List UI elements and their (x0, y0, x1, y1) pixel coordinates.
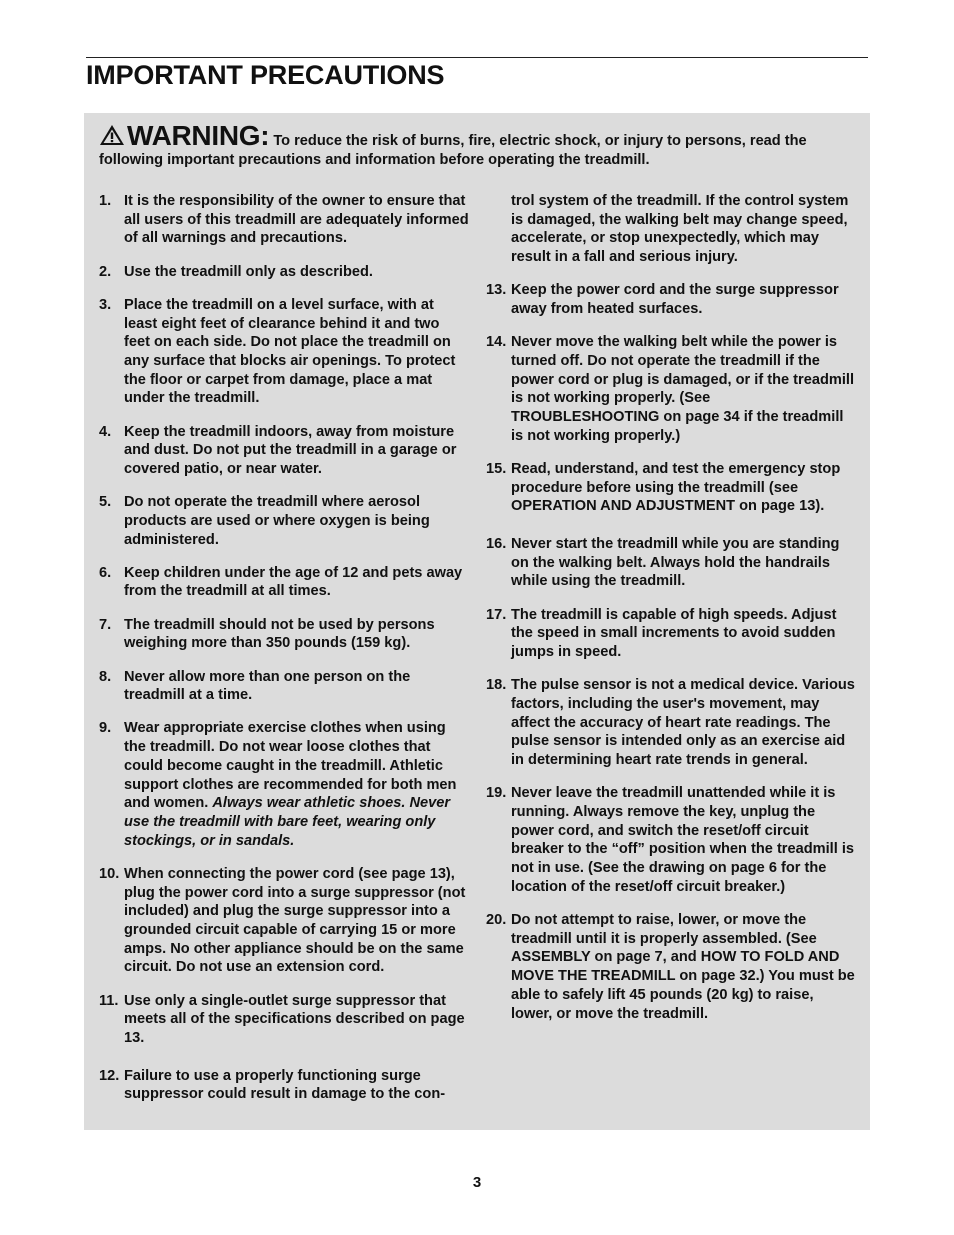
item-text: Use the treadmill only as described. (124, 263, 373, 280)
item-number: 17. (486, 606, 507, 623)
item-number: 19. (486, 785, 507, 802)
item-number: 10. (99, 865, 120, 882)
item-text: Wear appropriate exercise clothes when using the treadmill. Do not wear loose clothes that could become caught in the treadmill. Athletic support clothes are recommended for both men and women. (124, 720, 457, 812)
item-number: 12. (99, 1067, 120, 1084)
page-title: IMPORTANT PRECAUTIONS (86, 60, 445, 90)
item-text: Never move the walking belt while the power is turned off. Do not operate the treadmill if the power cord or plug is damaged, or if the treadmill is not working properly. (See TROUBLESHOOTING on page 34 if the treadmill is not working properly.) (511, 334, 855, 444)
item-text: The treadmill is capable of high speeds. Adjust the speed in small increments to avoid sudden jumps in speed. (511, 606, 837, 661)
item-number: 20. (486, 912, 507, 928)
item-number: 7. (99, 616, 112, 633)
list-item (486, 281, 858, 318)
item-text: Do not attempt to raise, lower, or move the treadmill until it is properly assembled. (See ASSEMBLY on page 7, and HOW TO FOLD AND MOVE THE TREADMILL on page 32.) You must be able to safely lift 45 pounds (20 kg) to raise, lower, or move the treadmill. (511, 912, 855, 1022)
item-number: 4. (99, 423, 112, 440)
list-item (99, 668, 469, 705)
item-number: 3. (99, 296, 112, 313)
list-item-continued (486, 192, 858, 267)
list-item (486, 911, 858, 1023)
item-number: 18. (486, 677, 507, 694)
list-item (486, 460, 858, 516)
list-item (99, 564, 469, 601)
list-item (486, 535, 858, 591)
item-text: Read, understand, and test the emergency stop procedure before using the treadmill (see OPERATION AND ADJUSTMENT on page 13). (511, 460, 841, 515)
list-item (99, 992, 469, 1048)
item-italic-note: Always wear athletic shoes. Never use the treadmill with bare feet, wearing only stockings, or in sandals. (124, 795, 451, 849)
warning-text: To reduce the risk of burns, fire, electric shock, or injury to persons, read the following important precautions and information before operating the treadmill. (99, 133, 807, 168)
top-rule (86, 57, 868, 58)
list-item (99, 192, 469, 248)
item-text: Place the treadmill on a level surface, with at least eight feet of clearance behind it and two feet on each side. Do not place the treadmill on any surface that blocks air openings. To protect the floor or carpet from damage, place a mat under the treadmill. (124, 296, 456, 407)
item-number: 13. (486, 282, 507, 299)
item-number: 1. (99, 193, 112, 209)
item-text: Never allow more than one person on the treadmill at a time. (124, 668, 411, 704)
item-number: 11. (99, 992, 119, 1009)
list-item (99, 296, 469, 408)
item-text: Failure to use a properly functioning surge suppressor could result in damage to the con- (124, 1067, 446, 1103)
item-number: 6. (99, 564, 112, 581)
item-number: 9. (99, 720, 112, 737)
item-number: 15. (486, 460, 507, 477)
list-item (99, 865, 469, 977)
item-text: trol system of the treadmill. If the control system is damaged, the walking belt may change speed, accelerate, or stop unexpectedly, which may result in a fall and serious injury. (511, 193, 849, 266)
list-item (99, 719, 469, 850)
list-item (99, 493, 469, 549)
warning-triangle-icon (99, 124, 125, 146)
list-item (99, 423, 469, 479)
item-number: 16. (486, 536, 507, 553)
list-item (486, 784, 858, 896)
item-text: The treadmill should not be used by persons weighing more than 350 pounds (159 kg). (124, 616, 435, 652)
item-text: Keep the treadmill indoors, away from moisture and dust. Do not put the treadmill in a garage or covered patio, or near water. (124, 423, 457, 477)
warning-label: WARNING: (127, 120, 270, 151)
warning-box (84, 113, 870, 1130)
item-text: The pulse sensor is not a medical device. Various factors, including the user's movement, may affect the accuracy of heart rate readings. The pulse sensor is intended only as an exercise aid in determining heart rate trends in general. (511, 677, 855, 769)
warning-intro (99, 121, 859, 170)
item-text: When connecting the power cord (see page 13), plug the power cord into a surge suppressor (not included) and plug the surge suppressor into a grounded circuit capable of carrying 15 or more amps. No other appliance should be on the same circuit. Do not use an extension cord. (124, 865, 466, 976)
item-text: Keep children under the age of 12 and pets away from the treadmill at all times. (124, 564, 463, 600)
item-number: 8. (99, 668, 112, 685)
item-text: Never start the treadmill while you are standing on the walking belt. Always hold the handrails while using the treadmill. (511, 536, 840, 590)
item-text: It is the responsibility of the owner to ensure that all users of this treadmill are adequately informed of all warnings and precautions. (124, 193, 469, 247)
list-item (99, 263, 469, 282)
item-number: 14. (486, 334, 507, 351)
item-text: Never leave the treadmill unattended while it is running. Always remove the key, unplug the power cord, and switch the reset/off circuit breaker to the “off” position when the treadmill is not in use. (See the drawing on page 6 for the location of the reset/off circuit breaker.) (511, 785, 854, 895)
item-number: 5. (99, 494, 112, 511)
list-item (486, 606, 858, 662)
page-number: 3 (472, 1174, 482, 1191)
list-item (486, 676, 858, 770)
item-text: Do not operate the treadmill where aerosol products are used or where oxygen is being administered. (124, 494, 430, 548)
item-number: 2. (99, 263, 112, 280)
item-text: Use only a single-outlet surge suppressor that meets all of the specifications described on page 13. (124, 992, 465, 1047)
warning-heading (99, 120, 269, 151)
left-column (99, 192, 469, 1119)
list-item (486, 333, 858, 445)
item-text: Keep the power cord and the surge suppressor away from heated surfaces. (511, 282, 839, 318)
right-column (486, 192, 858, 1038)
list-item (99, 616, 469, 653)
list-item (99, 1067, 469, 1104)
